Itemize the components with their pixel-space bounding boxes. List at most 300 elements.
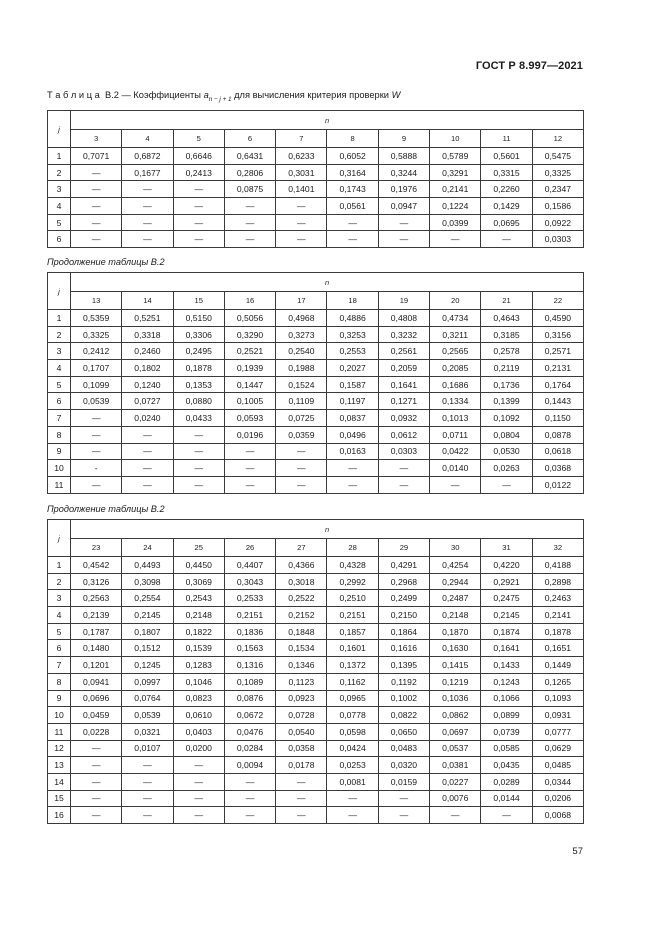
coefficient-cell: 0,1449 — [532, 657, 583, 674]
coefficient-cell: 0,3253 — [327, 326, 378, 343]
coefficient-cell: — — [327, 807, 378, 824]
coefficient-cell: 0,1271 — [378, 393, 429, 410]
coefficient-cell: 0,0837 — [327, 410, 378, 427]
coefficient-cell: 0,4254 — [430, 557, 481, 574]
coefficient-cell: 0,0422 — [430, 443, 481, 460]
coefficient-cell: 0,0965 — [327, 690, 378, 707]
table-row — [48, 426, 584, 443]
row-index-cell: 9 — [48, 443, 71, 460]
coefficient-cell: — — [71, 443, 122, 460]
coefficient-cell: 0,1743 — [327, 181, 378, 198]
coefficient-cell: 0,1848 — [276, 623, 327, 640]
coefficient-cell: 0,1822 — [173, 623, 224, 640]
coefficient-cell: — — [173, 460, 224, 477]
coefficient-cell: — — [71, 198, 122, 215]
row-index-cell: 4 — [48, 360, 71, 377]
coefficient-cell: 0,2487 — [430, 590, 481, 607]
coefficient-cell: — — [481, 231, 532, 248]
coefficient-cell: 0,0539 — [71, 393, 122, 410]
coefficient-cell: 0,0159 — [378, 773, 429, 790]
table-row — [48, 460, 584, 477]
coefficient-cell: 0,2898 — [532, 573, 583, 590]
row-index-cell: 2 — [48, 573, 71, 590]
coefficient-cell: — — [173, 426, 224, 443]
column-header-n-value: 23 — [71, 539, 122, 557]
row-index-cell: 9 — [48, 690, 71, 707]
coefficient-cell: — — [481, 807, 532, 824]
coefficient-cell: — — [224, 476, 275, 493]
coefficient-cell: 0,0140 — [430, 460, 481, 477]
table-row — [48, 164, 584, 181]
coefficient-cell: 0,4188 — [532, 557, 583, 574]
coefficient-cell: 0,0941 — [71, 673, 122, 690]
coefficient-cell: 0,0485 — [532, 757, 583, 774]
coefficient-cell: 0,1641 — [378, 376, 429, 393]
caption-symbol-subscript: n − j + 1 — [208, 96, 232, 103]
caption-title-start: В.2 — Коэффициенты — [104, 90, 201, 100]
table-body — [48, 557, 584, 824]
coefficient-cell: 0,4808 — [378, 310, 429, 327]
coefficient-cell: — — [71, 757, 122, 774]
coefficient-cell: 0,1857 — [327, 623, 378, 640]
caption-title-end: для вычисления критерия проверки — [234, 90, 389, 100]
coefficient-cell: 0,2141 — [532, 607, 583, 624]
coefficient-cell: — — [224, 460, 275, 477]
coefficient-cell: 0,1316 — [224, 657, 275, 674]
coefficient-cell: — — [71, 164, 122, 181]
coefficient-cell: 0,2522 — [276, 590, 327, 607]
coefficient-cell: — — [224, 790, 275, 807]
table-row — [48, 476, 584, 493]
coefficient-cell: 0,3156 — [532, 326, 583, 343]
table-row — [48, 657, 584, 674]
coefficient-cell: 0,0399 — [430, 214, 481, 231]
row-index-cell: 1 — [48, 557, 71, 574]
coefficient-cell: 0,1976 — [378, 181, 429, 198]
coefficient-cell: 0,1353 — [173, 376, 224, 393]
coefficient-cell: 0,1677 — [122, 164, 173, 181]
row-index-cell: 4 — [48, 607, 71, 624]
row-index-cell: 4 — [48, 198, 71, 215]
table-row — [48, 214, 584, 231]
coefficient-cell: — — [122, 460, 173, 477]
column-header-n-value: 20 — [430, 292, 481, 310]
row-index-cell: 8 — [48, 426, 71, 443]
group-header-n: n — [71, 273, 584, 292]
coefficient-cell: 0,0739 — [481, 723, 532, 740]
coefficient-cell: 0,3185 — [481, 326, 532, 343]
coefficient-cell: — — [122, 790, 173, 807]
column-header-n-value: 6 — [224, 130, 275, 148]
coefficient-cell: 0,6052 — [327, 148, 378, 165]
coefficient-cell: 0,1150 — [532, 410, 583, 427]
coefficient-cell: 0,0076 — [430, 790, 481, 807]
coefficient-cell: — — [122, 231, 173, 248]
column-header-n-value: 14 — [122, 292, 173, 310]
coefficient-cell: 0,4493 — [122, 557, 173, 574]
coefficient-cell: 0,0823 — [173, 690, 224, 707]
coefficient-cell: 0,0206 — [532, 790, 583, 807]
coefficient-cell: 0,5251 — [122, 310, 173, 327]
coefficient-cell: 0,0476 — [224, 723, 275, 740]
row-index-cell: 6 — [48, 393, 71, 410]
coefficients-table-part-3 — [47, 519, 583, 824]
coefficient-cell: 0,1245 — [122, 657, 173, 674]
table-row — [48, 343, 584, 360]
coefficient-cell: 0,4734 — [430, 310, 481, 327]
column-header-n-value: 25 — [173, 539, 224, 557]
coefficient-cell: 0,2521 — [224, 343, 275, 360]
coefficient-cell: 0,2059 — [378, 360, 429, 377]
coefficient-cell: 0,0804 — [481, 426, 532, 443]
coefficient-cell: 0,0610 — [173, 707, 224, 724]
coefficient-cell: 0,1807 — [122, 623, 173, 640]
row-index-cell: 5 — [48, 623, 71, 640]
coefficient-cell: — — [122, 773, 173, 790]
coefficient-cell: 0,0727 — [122, 393, 173, 410]
table-row — [48, 181, 584, 198]
coefficient-cell: 0,0368 — [532, 460, 583, 477]
column-header-n-value: 13 — [71, 292, 122, 310]
coefficient-cell: 0,1539 — [173, 640, 224, 657]
coefficient-cell: 0,7071 — [71, 148, 122, 165]
coefficient-cell: 0,1601 — [327, 640, 378, 657]
table-row — [48, 607, 584, 624]
column-header-n-value: 32 — [532, 539, 583, 557]
row-index-cell: 1 — [48, 148, 71, 165]
coefficient-cell: — — [327, 790, 378, 807]
coefficient-cell: 0,0728 — [276, 707, 327, 724]
coefficient-cell: — — [173, 443, 224, 460]
row-index-cell: 3 — [48, 343, 71, 360]
coefficient-cell: 0,0711 — [430, 426, 481, 443]
column-header-n-value: 30 — [430, 539, 481, 557]
coefficient-cell: — — [173, 198, 224, 215]
coefficient-cell: 0,2806 — [224, 164, 275, 181]
coefficient-cell: 0,1243 — [481, 673, 532, 690]
coefficient-cell: 0,2131 — [532, 360, 583, 377]
coefficient-cell: 0,3164 — [327, 164, 378, 181]
table-header-row — [48, 273, 584, 292]
coefficient-cell: 0,0321 — [122, 723, 173, 740]
table-row — [48, 623, 584, 640]
column-header-n-value: 11 — [481, 130, 532, 148]
coefficient-cell: 0,3290 — [224, 326, 275, 343]
column-header-n-value: 29 — [378, 539, 429, 557]
coefficient-cell: 0,2563 — [71, 590, 122, 607]
coefficient-cell: 0,2145 — [481, 607, 532, 624]
coefficient-cell: — — [173, 773, 224, 790]
coefficient-cell: 0,1586 — [532, 198, 583, 215]
coefficient-cell: — — [173, 807, 224, 824]
coefficient-cell: — — [276, 214, 327, 231]
coefficient-cell: 0,1401 — [276, 181, 327, 198]
coefficient-cell: 0,0598 — [327, 723, 378, 740]
coefficient-cell: — — [430, 476, 481, 493]
coefficient-cell: 0,5475 — [532, 148, 583, 165]
coefficient-cell: 0,0200 — [173, 740, 224, 757]
coefficient-cell: 0,1878 — [532, 623, 583, 640]
coefficient-cell: — — [71, 790, 122, 807]
coefficient-cell: 0,2460 — [122, 343, 173, 360]
coefficients-table-part-2 — [47, 272, 583, 494]
coefficient-cell: 0,1447 — [224, 376, 275, 393]
coefficients-table — [47, 519, 584, 824]
coefficient-cell: 0,1089 — [224, 673, 275, 690]
coefficient-cell: 0,0530 — [481, 443, 532, 460]
coefficient-cell: 0,3306 — [173, 326, 224, 343]
coefficient-cell: 0,0822 — [378, 707, 429, 724]
coefficient-cell: 0,1002 — [378, 690, 429, 707]
coefficient-cell: 0,3018 — [276, 573, 327, 590]
coefficient-cell: 0,1686 — [430, 376, 481, 393]
coefficient-cell: 0,1524 — [276, 376, 327, 393]
coefficient-cell: — — [224, 807, 275, 824]
coefficient-cell: 0,1109 — [276, 393, 327, 410]
coefficient-cell: 0,3244 — [378, 164, 429, 181]
coefficient-cell: 0,0284 — [224, 740, 275, 757]
table-row — [48, 757, 584, 774]
caption-label: Т а б л и ц а — [47, 90, 100, 100]
coefficient-cell: 0,2554 — [122, 590, 173, 607]
coefficient-cell: 0,3291 — [430, 164, 481, 181]
group-header-n: n — [71, 520, 584, 539]
coefficient-cell: — — [378, 790, 429, 807]
coefficient-cell: 0,1651 — [532, 640, 583, 657]
coefficient-cell: 0,0403 — [173, 723, 224, 740]
table-row — [48, 690, 584, 707]
table-row — [48, 148, 584, 165]
coefficient-cell: 0,1395 — [378, 657, 429, 674]
caption-criterion: W — [391, 90, 401, 100]
coefficient-cell: — — [173, 181, 224, 198]
coefficient-cell: 0,1534 — [276, 640, 327, 657]
coefficient-cell: — — [173, 757, 224, 774]
coefficient-cell: 0,2510 — [327, 590, 378, 607]
coefficient-cell: 0,0585 — [481, 740, 532, 757]
coefficient-cell: — — [71, 181, 122, 198]
coefficient-cell: 0,1874 — [481, 623, 532, 640]
coefficient-cell: 0,1988 — [276, 360, 327, 377]
table-row — [48, 673, 584, 690]
coefficient-cell: 0,2543 — [173, 590, 224, 607]
coefficient-cell: 0,1736 — [481, 376, 532, 393]
column-header-n-value: 15 — [173, 292, 224, 310]
table-row — [48, 310, 584, 327]
coefficient-cell: — — [224, 773, 275, 790]
caption-symbol: a — [203, 90, 209, 100]
table-row — [48, 707, 584, 724]
coefficient-cell: 0,0459 — [71, 707, 122, 724]
coefficient-cell: 0,2533 — [224, 590, 275, 607]
row-index-cell: 2 — [48, 326, 71, 343]
coefficient-cell: 0,2463 — [532, 590, 583, 607]
coefficient-cell: 0,1092 — [481, 410, 532, 427]
row-index-cell: 10 — [48, 460, 71, 477]
table-header-row — [48, 292, 584, 310]
coefficient-cell: 0,1802 — [122, 360, 173, 377]
coefficient-cell: — — [173, 790, 224, 807]
table-caption — [47, 90, 400, 103]
row-index-cell: 8 — [48, 673, 71, 690]
table-row — [48, 393, 584, 410]
coefficient-cell: 0,1099 — [71, 376, 122, 393]
coefficient-cell: 0,3315 — [481, 164, 532, 181]
column-header-n-value: 12 — [532, 130, 583, 148]
coefficient-cell: — — [378, 476, 429, 493]
row-index-cell: 16 — [48, 807, 71, 824]
coefficient-cell: — — [71, 410, 122, 427]
coefficient-cell: 0,1093 — [532, 690, 583, 707]
coefficient-cell: 0,3318 — [122, 326, 173, 343]
column-header-n-value: 16 — [224, 292, 275, 310]
coefficient-cell: 0,1240 — [122, 376, 173, 393]
coefficient-cell: 0,5056 — [224, 310, 275, 327]
coefficient-cell: — — [276, 460, 327, 477]
coefficient-cell: 0,1864 — [378, 623, 429, 640]
coefficient-cell: 0,4220 — [481, 557, 532, 574]
coefficient-cell: 0,2150 — [378, 607, 429, 624]
coefficient-cell: 0,4291 — [378, 557, 429, 574]
table-head — [48, 273, 584, 310]
continuation-label: Продолжение таблицы В.2 — [47, 257, 165, 267]
coefficient-cell: 0,0263 — [481, 460, 532, 477]
row-index-cell: 3 — [48, 181, 71, 198]
coefficient-cell: 0,0107 — [122, 740, 173, 757]
coefficient-cell: 0,0144 — [481, 790, 532, 807]
coefficient-cell: 0,0922 — [532, 214, 583, 231]
coefficient-cell: 0,6431 — [224, 148, 275, 165]
coefficient-cell: — — [276, 443, 327, 460]
row-index-cell: 6 — [48, 231, 71, 248]
continuation-label: Продолжение таблицы В.2 — [47, 504, 165, 514]
coefficient-cell: — — [276, 198, 327, 215]
coefficient-cell: 0,1066 — [481, 690, 532, 707]
coefficient-cell: — — [173, 476, 224, 493]
coefficient-cell: — — [327, 231, 378, 248]
row-index-cell: 12 — [48, 740, 71, 757]
coefficient-cell: — — [122, 198, 173, 215]
table-row — [48, 326, 584, 343]
coefficient-cell: 0,1563 — [224, 640, 275, 657]
coefficient-cell: 0,3211 — [430, 326, 481, 343]
coefficient-cell: — — [378, 807, 429, 824]
coefficient-cell: 0,0358 — [276, 740, 327, 757]
coefficient-cell: — — [122, 426, 173, 443]
coefficient-cell: 0,1429 — [481, 198, 532, 215]
coefficient-cell: — — [224, 231, 275, 248]
column-header-n-value: 10 — [430, 130, 481, 148]
coefficient-cell: 0,0764 — [122, 690, 173, 707]
column-header-n-value: 5 — [173, 130, 224, 148]
table-row — [48, 590, 584, 607]
coefficient-cell: 0,1219 — [430, 673, 481, 690]
column-header-n-value: 18 — [327, 292, 378, 310]
coefficient-cell: 0,0875 — [224, 181, 275, 198]
coefficient-cell: 0,3325 — [532, 164, 583, 181]
coefficient-cell: — — [173, 231, 224, 248]
coefficient-cell: 0,0618 — [532, 443, 583, 460]
column-header-n-value: 8 — [327, 130, 378, 148]
coefficient-cell: 0,3043 — [224, 573, 275, 590]
table-header-row — [48, 520, 584, 539]
coefficient-cell: 0,1334 — [430, 393, 481, 410]
table-body — [48, 310, 584, 494]
coefficient-cell: 0,0539 — [122, 707, 173, 724]
coefficient-cell: 0,5601 — [481, 148, 532, 165]
coefficient-cell: 0,2141 — [430, 181, 481, 198]
coefficient-cell: — — [71, 426, 122, 443]
coefficient-cell: 0,4542 — [71, 557, 122, 574]
coefficient-cell: 0,0094 — [224, 757, 275, 774]
table-header-row — [48, 111, 584, 130]
coefficient-cell: 0,1013 — [430, 410, 481, 427]
coefficient-cell: 0,0435 — [481, 757, 532, 774]
coefficient-cell: 0,6872 — [122, 148, 173, 165]
row-header-j: j — [48, 273, 71, 310]
coefficient-cell: 0,1036 — [430, 690, 481, 707]
column-header-n-value: 28 — [327, 539, 378, 557]
coefficient-cell: 0,2540 — [276, 343, 327, 360]
coefficient-cell: — — [122, 214, 173, 231]
coefficient-cell: 0,2412 — [71, 343, 122, 360]
coefficient-cell: — — [173, 214, 224, 231]
column-header-n-value: 27 — [276, 539, 327, 557]
coefficient-cell: 0,1162 — [327, 673, 378, 690]
coefficient-cell: 0,1443 — [532, 393, 583, 410]
table-row — [48, 807, 584, 824]
row-index-cell: 11 — [48, 723, 71, 740]
row-index-cell: 6 — [48, 640, 71, 657]
coefficient-cell: 0,1512 — [122, 640, 173, 657]
coefficient-cell: — — [224, 214, 275, 231]
coefficient-cell: 0,1836 — [224, 623, 275, 640]
coefficient-cell: — — [71, 214, 122, 231]
coefficient-cell: 0,0359 — [276, 426, 327, 443]
table-row — [48, 360, 584, 377]
coefficient-cell: 0,2145 — [122, 607, 173, 624]
coefficient-cell: 0,2571 — [532, 343, 583, 360]
coefficient-cell: 0,0947 — [378, 198, 429, 215]
table-row — [48, 573, 584, 590]
coefficient-cell: — — [327, 214, 378, 231]
coefficient-cell: 0,0923 — [276, 690, 327, 707]
coefficient-cell: 0,2152 — [276, 607, 327, 624]
row-index-cell: 5 — [48, 376, 71, 393]
coefficient-cell: 0,0778 — [327, 707, 378, 724]
coefficient-cell: 0,0931 — [532, 707, 583, 724]
coefficient-cell: 0,0540 — [276, 723, 327, 740]
row-index-cell: 15 — [48, 790, 71, 807]
row-index-cell: 14 — [48, 773, 71, 790]
coefficient-cell: 0,4366 — [276, 557, 327, 574]
coefficient-cell: 0,0433 — [173, 410, 224, 427]
coefficient-cell: 0,2565 — [430, 343, 481, 360]
coefficient-cell: 0,2085 — [430, 360, 481, 377]
coefficient-cell: 0,0178 — [276, 757, 327, 774]
row-index-cell: 2 — [48, 164, 71, 181]
table-row — [48, 231, 584, 248]
column-header-n-value: 21 — [481, 292, 532, 310]
coefficient-cell: — — [224, 443, 275, 460]
table-row — [48, 557, 584, 574]
coefficient-cell: 0,2027 — [327, 360, 378, 377]
coefficient-cell: 0,0697 — [430, 723, 481, 740]
column-header-n-value: 17 — [276, 292, 327, 310]
page-number: 57 — [572, 846, 583, 857]
coefficient-cell: 0,1046 — [173, 673, 224, 690]
coefficient-cell: 0,0695 — [481, 214, 532, 231]
